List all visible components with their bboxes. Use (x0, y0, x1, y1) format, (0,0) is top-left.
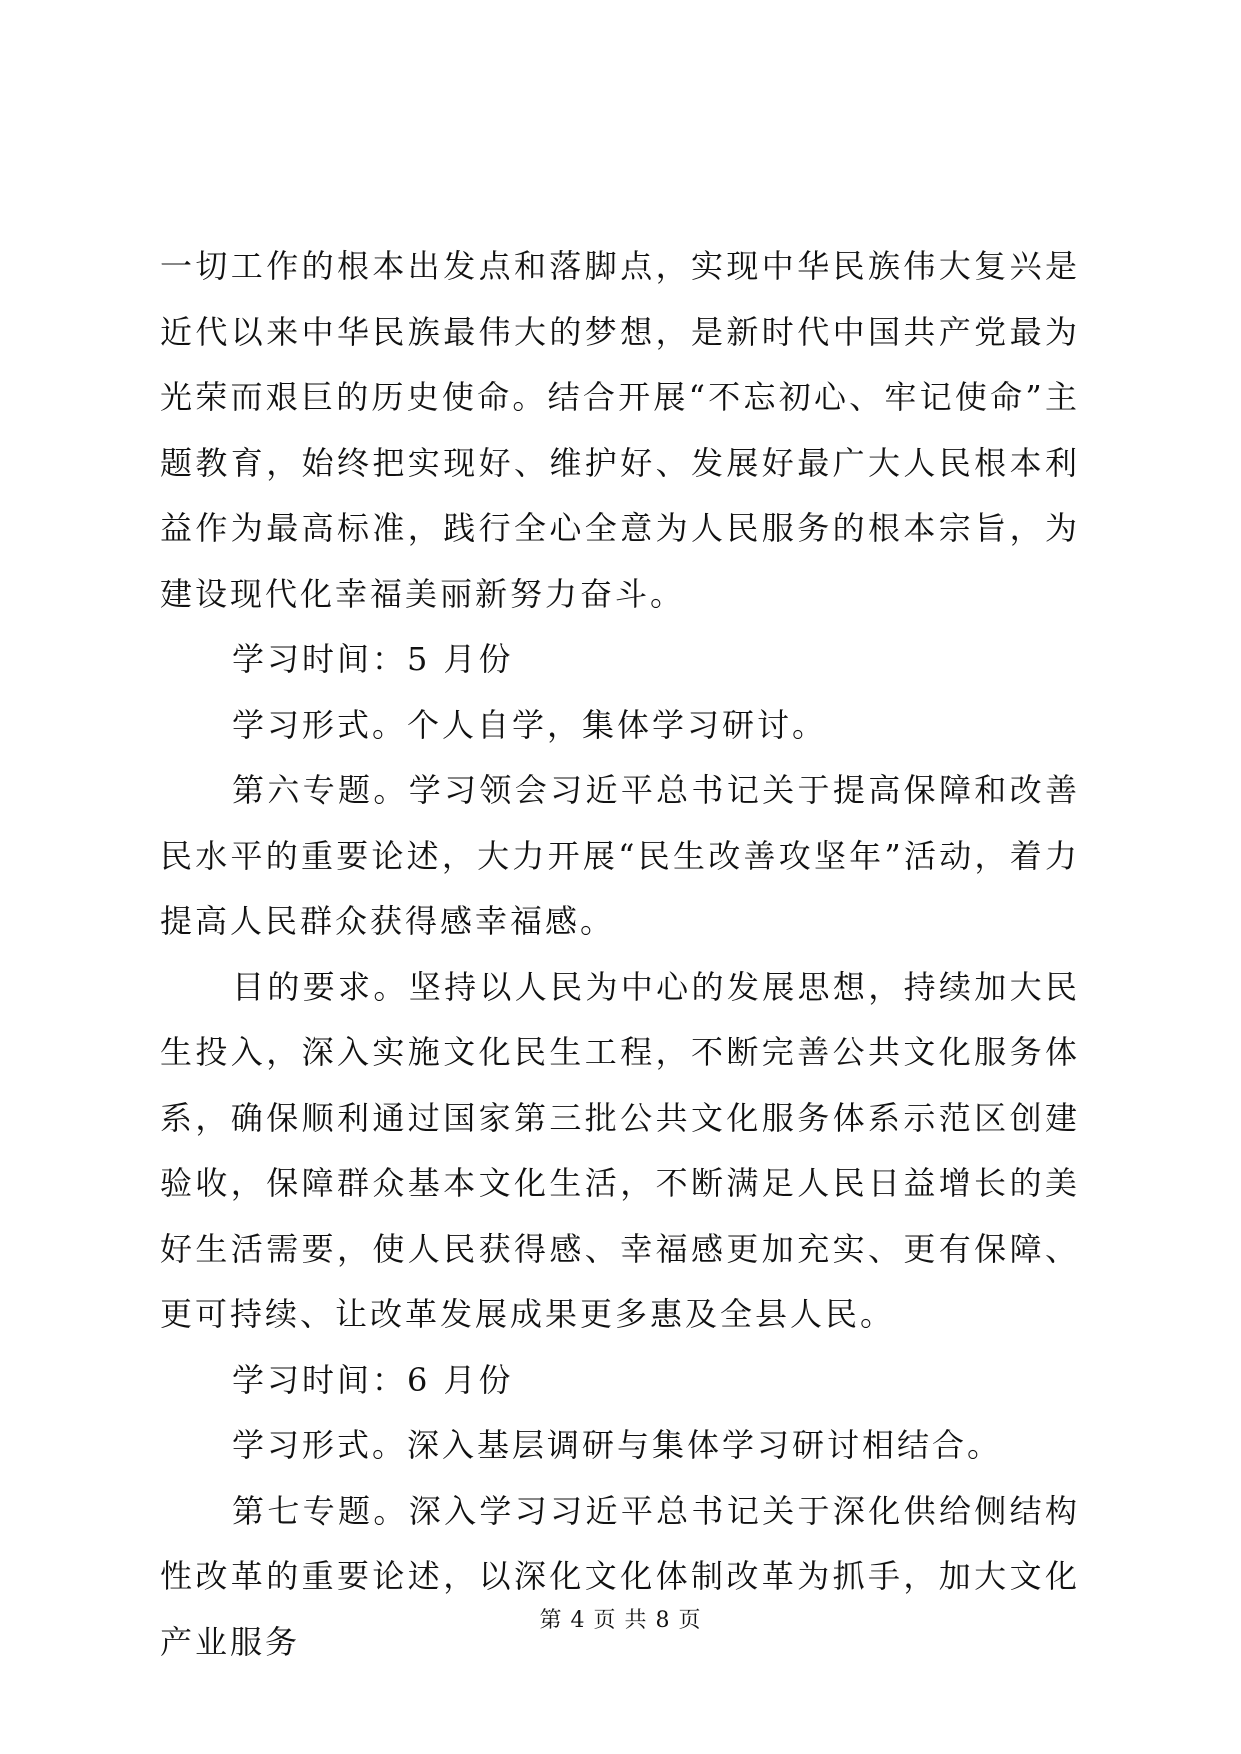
study-time-june: 学习时间：6 月份 (232, 1360, 514, 1399)
study-time-may: 学习时间：5 月份 (232, 640, 514, 678)
topic-six: 第六专题。学习领会习近平总书记关于提高保障和改善民水平的重要论述，大力开展“民生改善攻坚年”活动，着力提高人民群众获得感幸福感。 (160, 771, 1080, 940)
page-number-footer: 第 4 页 共 8 页 (539, 1608, 702, 1633)
study-format-1: 学习形式。个人自学，集体学习研讨。 (232, 705, 828, 744)
objective-requirements: 目的要求。坚持以人民为中心的发展思想，持续加大民生投入，深入实施文化民生工程，不断完善公共文化服务体系，确保顺利通过国家第三批公共文化服务体系示范区创建验收，保障群众基本文化生活，不断满足人民日益增长的美好生活需要，使人民获得感、幸福感更加充实、更有保障、更可持续、让改革发展成果更多惠及全县人民。 (160, 967, 1080, 1333)
study-format-2: 学习形式。深入基层调研与集体学习研讨相结合。 (232, 1426, 1003, 1464)
body-text (160, 234, 1080, 1675)
topic-seven: 第七专题。深入学习习近平总书记关于深化供给侧结构性改革的重要论述，以深化文化体制改革为抓手，加大文化产业服务 (160, 1491, 1080, 1661)
paragraph-continuation: 一切工作的根本出发点和落脚点，实现中华民族伟大复兴是近代以来中华民族最伟大的梦想，是新时代中国共产党最为光荣而艰巨的历史使命。结合开展“不忘初心、牢记使命”主题教育，始终把实现好、维护好、发展好最广大人民根本利益作为最高标准，践行全心全意为人民服务的根本宗旨，为建设现代化幸福美丽新努力奋斗。 (160, 247, 1080, 613)
